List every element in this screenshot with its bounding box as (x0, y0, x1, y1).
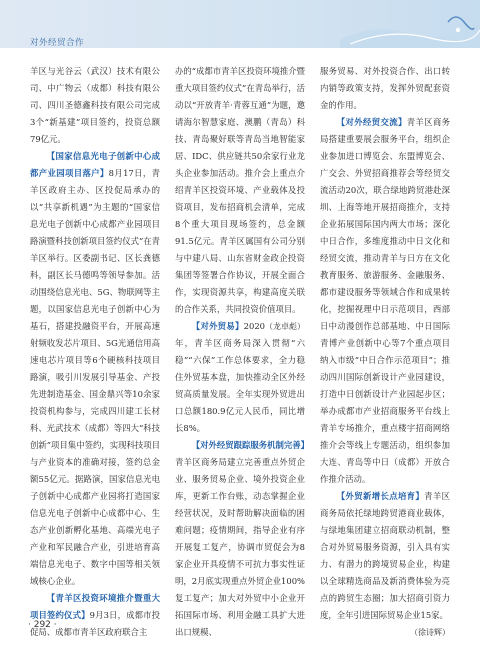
paragraph-text: 青羊区商务局依托绿地跨贸港商业载体，与绿地集团建立招商联动机制，整合对外贸易服务资源，引入具有实力、有潜力的跨境贸易企业，构建以全球精选商品及新消费体验为亮点的跨贸生态圈；加大招商引资力度，全年引进国际贸易企业15家。 (320, 491, 451, 620)
paragraph (30, 590, 160, 641)
page-number: · 292 · (28, 620, 57, 630)
paragraph-text: 8月17日，青羊区政府主办、区投促局承办的以“共享新机遇”为主题的“国家信息光电子创新中心成都产业园项目路演暨科技创新项目签约仪式”在青羊区举行。区委副书记、区长龚德科，副区长马德鸣等领导参加。活动围绕信息光电、5G、物联网等主题，以国家信息光电子创新中心为基石，搭建投融资平台，开展高速射频收发芯片项目、5G光通信用高速电芯片项目等6个硬核科技项目路演，吸引川发展引导基金、产投先进制造基金、国金鼎兴等10余家投资机构参与，完成四川建工长材科、光武技术（成都）等四大“科技创新”项目集中签约，实现科技项目与产业资本的准确对接，签约总金额55亿元。据路演，国家信息光电子创新中心成都产业园将打造国家信息光电子创新中心成都中心、生态产业创新孵化基地、高端光电子产业和军民融合产业，引进培育高端信息光电子、数字中国等相关领域核心企业。 (30, 168, 160, 586)
paragraph-text: 青羊区商务局搭建重要展会服务平台，组织企业参加进口博览会、东盟博览会、广交会、外贸招商推荐会等经贸交流活动20次，联合绿地跨贸港赴深圳、上海等地开展招商推介，支持企业拓展国际国内两大市场；深化中日合作，多维度推动中日文化和经贸交流，推动青羊与日方在文化教育服务、旅游服务、金融服务、都市建设服务等领域合作和成果转化，挖掘视理中日示范项目，西部日中动漫创作总部基地、中日国际青博产业创新中心等7个重点项目纳入市级“中日合作示范项目”；推动四川国际创新设计产业园建设，打造中日创新设计产业园起步区；举办成都市产业招商服务平台线上青羊专场推介，重点楼宇招商网络推介会等线上专题活动，组织参加大连、青岛等中日（成都）开放合作推介活动。 (320, 117, 451, 484)
paragraph (175, 318, 305, 437)
author-credit: （龙卓彪） (265, 322, 305, 331)
section-heading: 【国家信息光电子创新中心成都产业园项目落户】 (30, 151, 160, 178)
paragraph-text: 办的“成都市青羊区投资环境推介暨重大项目签约仪式”在青岛举行，活动以“开放青羊·青蓉互通”为题，邀请海尔智慧家庭、澳鹏（青岛）科技、青岛聚好联等青岛当地智能家居、IDC、供应链共50余家行业龙头企业参加活动。推介会上重点介绍青羊区投资环境、产业载体及投资项目，发布招商机会清单，完成8个重大项目现场签约，总金额91.5亿元。青羊区属国有公司分别与中建八局、山东省财金政企投资集团等签署合作协议，开展全面合作，实现资源共享，构建高度关联的合作关系，共同投资价值项目。 (175, 66, 305, 314)
section-heading: 【外贸新增长点培育】 (336, 491, 425, 501)
running-header-title: 对外经贸合作 (30, 38, 85, 48)
header-band (0, 0, 480, 48)
text-column-2 (175, 63, 310, 637)
paragraph-text: 服务贸易、对外投资合作、出口转内销等政策支持，发挥外贸配套资金的作用。 (320, 66, 450, 110)
paragraph (320, 63, 450, 114)
header-wave-decoration (340, 0, 480, 48)
author-credit: （徐诗辉） (410, 628, 450, 637)
text-column-3 (320, 63, 451, 637)
section-heading: 【对外经贸跟踪服务机制完善】 (191, 440, 310, 450)
paragraph (30, 63, 160, 148)
paragraph (175, 437, 310, 641)
paragraph (320, 488, 451, 637)
paragraph (320, 114, 450, 488)
paragraph-text: 9月3日，成都市投促局、成都市青羊区政府联合主 (30, 610, 160, 637)
section-heading: 【对外贸易】 (191, 321, 244, 331)
paragraph (30, 148, 160, 590)
section-heading: 【青羊区投资环境推介暨重大项目签约仪式】 (30, 593, 160, 620)
paragraph-text: 青羊区商务局建立完善重点外贸企业、服务贸易企业、境外投资企业库，更新工作台账，动态掌握企业经营状况，及时帮助解决面临的困难问题；疫情期间，指导企业有序开展复工复产，协调市贸促会为8家企业开具疫情不可抗力事实性证明，2月底实现重点外贸企业100%复工复产；加大对外贸中小企业开拓国际市场、利用金融工具扩大进出口规模、 (175, 457, 305, 637)
paragraph-text: 羊区与光谷云（武汉）技术有限公司、中广物云（成都）科技有限公司、四川圣德鑫科技有限公司完成3个“新基建”项目签约，投资总额79亿元。 (30, 66, 160, 144)
paragraph-text: 2020年，青羊区商务局深入贯彻“六稳”“六保”工作总体要求，全力稳住外贸基本盘，加快推动全区外经贸高质量发展。全年实现外贸进出口总额180.9亿元人民币，同比增长8%。 (175, 321, 305, 433)
section-heading: 【对外经贸交流】 (336, 117, 407, 127)
